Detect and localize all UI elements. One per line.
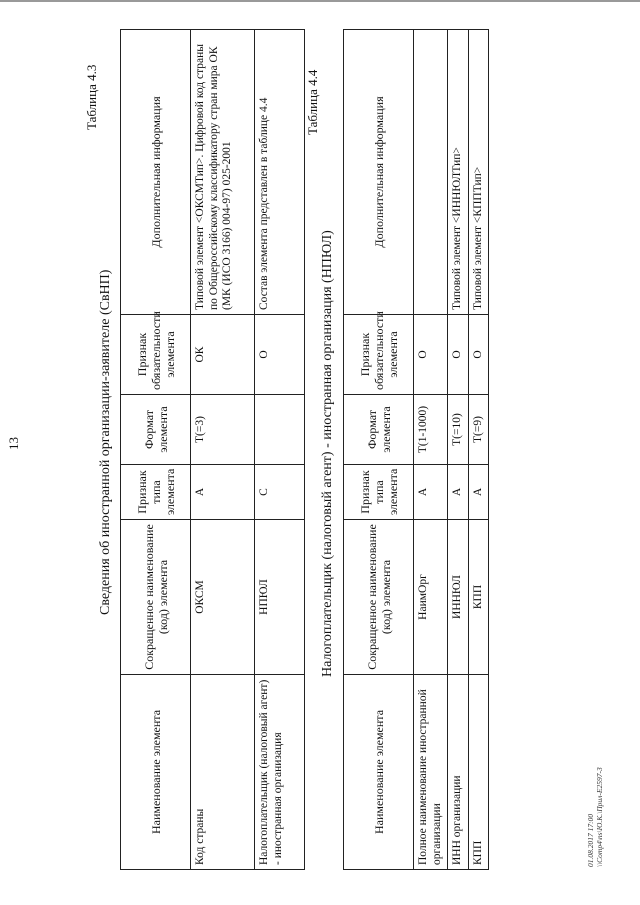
table-cell [255, 395, 305, 465]
table1-header-row [121, 30, 191, 870]
footer-path: \\Comp4\ns\Ю.К.\Прил-Е2597-3 [595, 767, 604, 867]
table2-header-row [344, 30, 414, 870]
table-cell: Полное наименование иностранной организации [414, 675, 448, 870]
table-cell: Типовой элемент <КППТип> [468, 30, 489, 315]
table-row [255, 30, 305, 870]
table1-header-cell: Наименование элемента [121, 675, 191, 870]
table-cell: T(=9) [468, 395, 489, 465]
table-row [448, 30, 469, 870]
table-cell: T(=10) [448, 395, 469, 465]
table-cell: А [414, 465, 448, 520]
table-cell: А [468, 465, 489, 520]
footer-stamp [586, 767, 604, 867]
table-cell: КПП [468, 675, 489, 870]
table-cell: А [448, 465, 469, 520]
table-cell: Типовой элемент <ИННЮЛТип> [448, 30, 469, 315]
table-cell [414, 30, 448, 315]
table1-header-cell: Сокращенное наименование (код) элемента [121, 520, 191, 675]
table-cell: О [255, 315, 305, 395]
table2 [343, 29, 489, 870]
table-cell: Налогоплательщик (налоговый агент) - иностранная организация [255, 675, 305, 870]
table-cell: T(=3) [191, 395, 255, 465]
table1-header-cell: Признак типа элемента [121, 465, 191, 520]
table2-header-cell: Признак типа элемента [344, 465, 414, 520]
table-cell: ОКСМ [191, 520, 255, 675]
table-row [414, 30, 448, 870]
table-cell: ИНН организации [448, 675, 469, 870]
table-cell: НПЮЛ [255, 520, 305, 675]
table1-header-cell: Формат элемента [121, 395, 191, 465]
table2-label: Таблица 4.4 [305, 69, 320, 135]
table2-title: Налогоплательщик (налоговый агент) - иностранная организация (НПЮЛ) [320, 230, 335, 677]
table-cell: Код страны [191, 675, 255, 870]
table-cell: Состав элемента представлен в таблице 4.4 [255, 30, 305, 315]
table-row [468, 30, 489, 870]
table2-header-cell: Сокращенное наименование (код) элемента [344, 520, 414, 675]
table-cell: КПП [468, 520, 489, 675]
table-cell: НаимОрг [414, 520, 448, 675]
table1-header-cell: Дополнительная информация [121, 30, 191, 315]
table-cell: О [414, 315, 448, 395]
table-cell: T(1-1000) [414, 395, 448, 465]
page-number: 13 [6, 437, 21, 450]
table1 [120, 29, 305, 870]
table-cell: О [448, 315, 469, 395]
table2-header-cell: Формат элемента [344, 395, 414, 465]
table-cell: ИННЮЛ [448, 520, 469, 675]
footer-date: 01.08.2017 17:00 [586, 813, 595, 867]
table1-title: Сведения об иностранной организации-заявителе (СвНП) [98, 269, 113, 615]
table-cell: ОК [191, 315, 255, 395]
table-cell: О [468, 315, 489, 395]
table1-header-cell: Признак обязательности элемента [121, 315, 191, 395]
table-cell: Типовой элемент <ОКСМТип>. Цифровой код страны по Общероссийскому классификатору стран мира ОК (МК (ИСО 3166) 004-97) 025-2001 [191, 30, 255, 315]
table2-header-cell: Признак обязательности элемента [344, 315, 414, 395]
table-row [191, 30, 255, 870]
table2-header-cell: Наименование элемента [344, 675, 414, 870]
table-cell: А [191, 465, 255, 520]
table-cell: С [255, 465, 305, 520]
table2-header-cell: Дополнительная информация [344, 30, 414, 315]
table1-label: Таблица 4.3 [84, 64, 99, 130]
